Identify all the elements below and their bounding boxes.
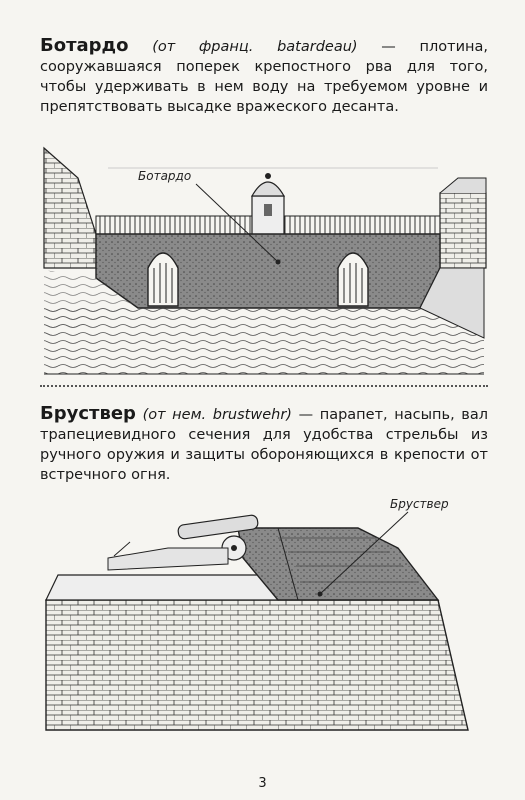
batardeau-label: Ботардо — [138, 169, 192, 183]
term-origin: (от нем. brustwehr) — [142, 407, 292, 423]
entry-text — [40, 404, 488, 485]
term-definition: — плотина, сооружавшаяся поперек крепостного рва для того, чтобы удерживать в нем воду на требуемом уровне и препятствовать высадке вражеского десанта. — [40, 39, 488, 115]
entry-batardeau — [40, 36, 488, 117]
term-definition: — парапет, насыпь, вал трапециевидного сечения для удобства стрельбы из ручного оружия и защиты обороняющихся в крепости от встречного огня. — [40, 407, 489, 483]
term-title: Ботардо — [40, 35, 129, 56]
term-title: Бруствер — [40, 403, 136, 424]
breastwork-illustration — [38, 490, 490, 750]
breastwork-label: Бруствер — [390, 497, 449, 511]
section-divider — [40, 385, 488, 387]
batardeau-illustration — [38, 138, 490, 380]
page-number: 3 — [258, 776, 267, 791]
entry-breastwork — [40, 404, 488, 485]
term-origin: (от франц. batardeau) — [152, 39, 358, 55]
entry-text — [40, 36, 488, 117]
